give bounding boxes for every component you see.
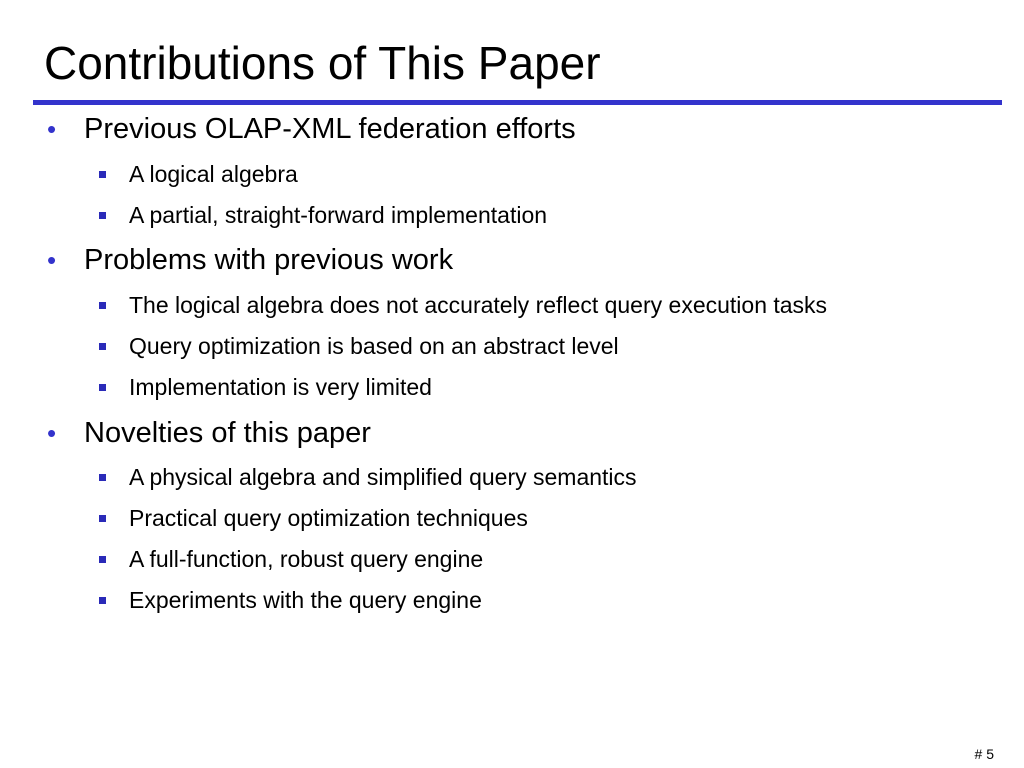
bullet-section-previous-efforts xyxy=(47,112,576,146)
round-bullet-icon: • xyxy=(47,245,57,275)
bullet-text: Novelties of this paper xyxy=(84,417,371,449)
round-bullet-icon: • xyxy=(47,114,57,144)
sub-bullet xyxy=(129,291,827,319)
sub-bullet xyxy=(129,586,482,614)
square-bullet-icon xyxy=(99,597,106,604)
sub-bullet-text: Implementation is very limited xyxy=(129,374,432,400)
sub-bullet xyxy=(129,332,619,360)
sub-bullet-text: A full-function, robust query engine xyxy=(129,546,484,572)
sub-bullet xyxy=(129,463,637,491)
square-bullet-icon xyxy=(99,343,106,350)
sub-bullet xyxy=(129,201,547,229)
square-bullet-icon xyxy=(99,302,106,309)
bullet-section-problems xyxy=(47,243,454,277)
square-bullet-icon xyxy=(99,384,106,391)
sub-bullet-text: A logical algebra xyxy=(129,161,298,187)
bullet-text: Previous OLAP-XML federation efforts xyxy=(84,113,576,145)
slide-number: # 5 xyxy=(974,746,994,762)
title-divider xyxy=(33,100,1002,105)
bullet-section-novelties xyxy=(47,416,371,450)
sub-bullet-text: Practical query optimization techniques xyxy=(129,505,528,531)
sub-bullet-text: The logical algebra does not accurately reflect query execution tasks xyxy=(129,292,828,318)
sub-bullet-text: Query optimization is based on an abstract level xyxy=(129,333,619,359)
bullet-text: Problems with previous work xyxy=(84,244,454,276)
square-bullet-icon xyxy=(99,515,106,522)
round-bullet-icon: • xyxy=(47,418,57,448)
sub-bullet-text: A physical algebra and simplified query semantics xyxy=(129,464,637,490)
square-bullet-icon xyxy=(99,474,106,481)
sub-bullet xyxy=(129,545,483,573)
sub-bullet xyxy=(129,373,432,401)
sub-bullet xyxy=(129,504,528,532)
sub-bullet-text: Experiments with the query engine xyxy=(129,587,482,613)
square-bullet-icon xyxy=(99,171,106,178)
slide-title: Contributions of This Paper xyxy=(44,37,601,89)
sub-bullet xyxy=(129,160,298,188)
sub-bullet-text: A partial, straight-forward implementation xyxy=(129,202,548,228)
square-bullet-icon xyxy=(99,556,106,563)
square-bullet-icon xyxy=(99,212,106,219)
